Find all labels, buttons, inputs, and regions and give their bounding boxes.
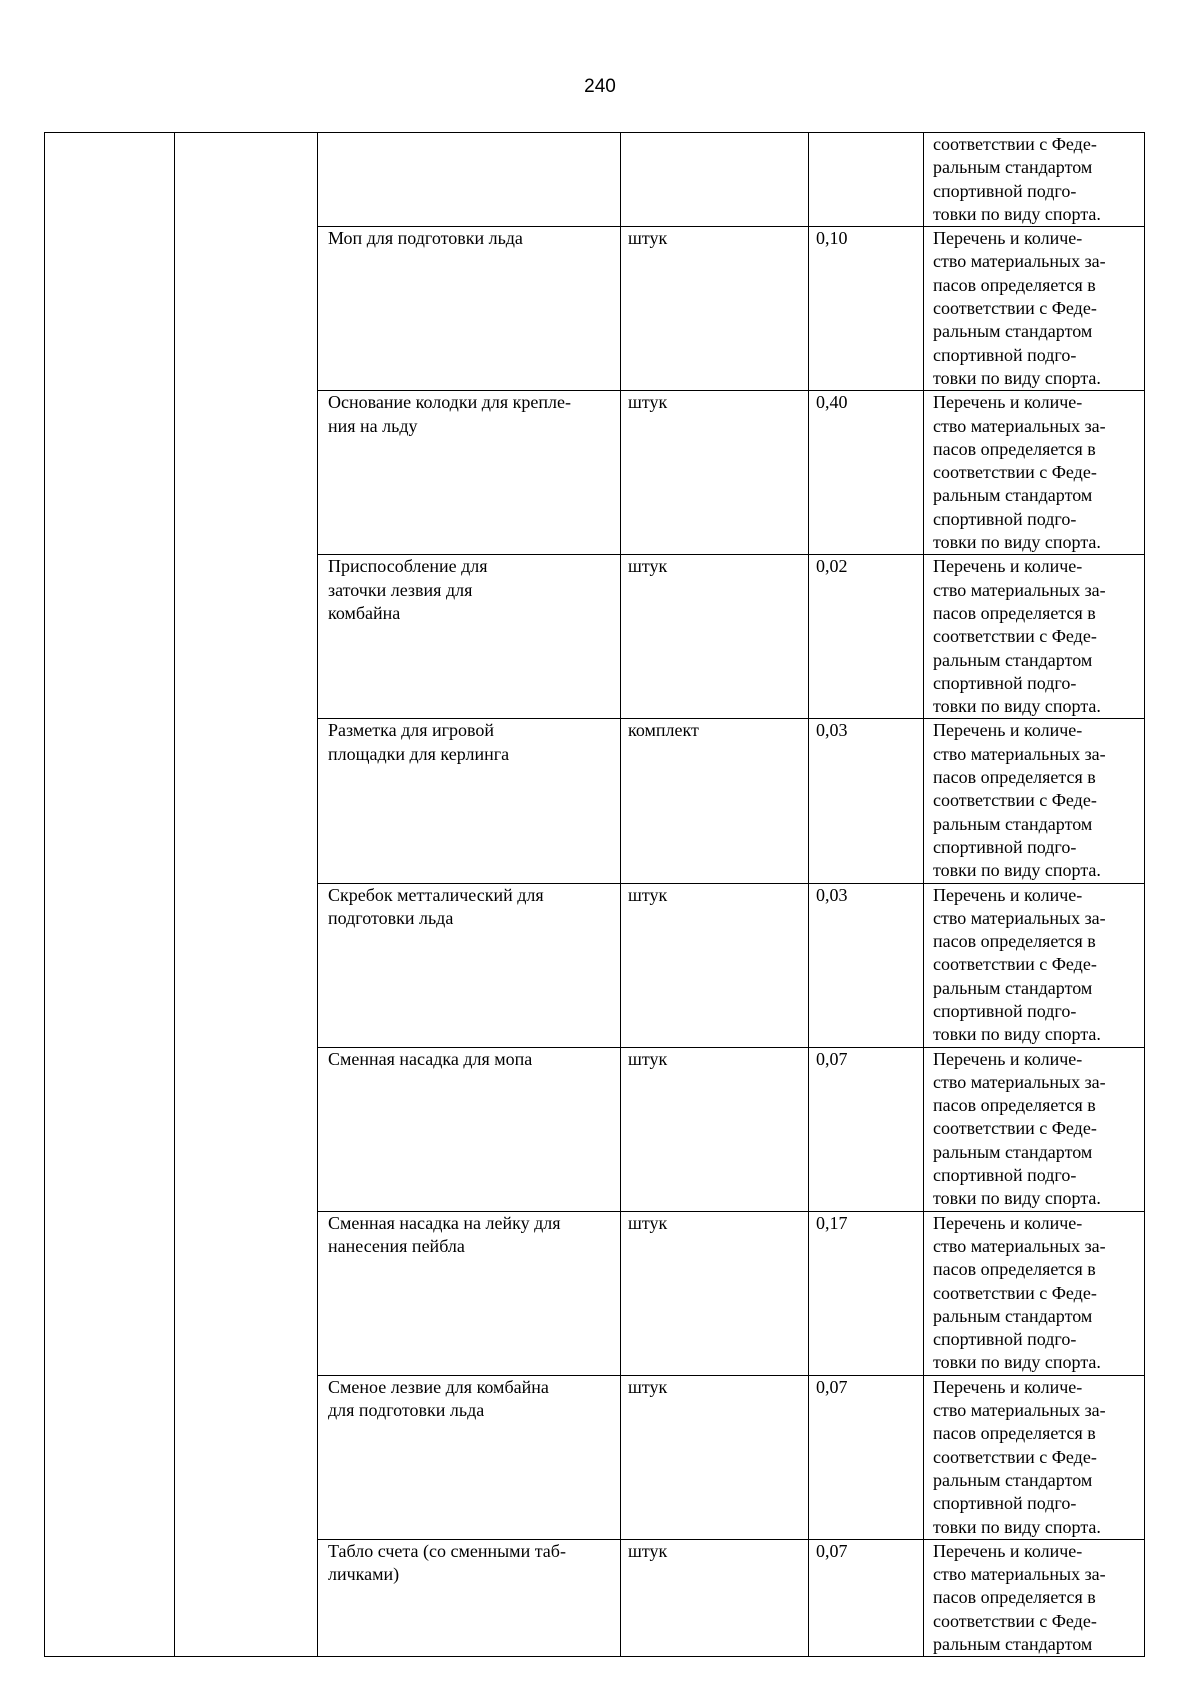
table-cell-quantity: 0,03 [809,719,924,883]
table-cell-quantity: 0,07 [809,1539,924,1656]
table-cell-note: соответствии с Феде- ральным стандартом спортивной подго- товки по виду спорта. [924,133,1145,227]
table-cell-empty-col2 [175,133,318,1657]
table-cell-unit: комплект [621,719,809,883]
table-cell-quantity: 0,40 [809,391,924,555]
table-cell-quantity: 0,07 [809,1047,924,1211]
table-cell-quantity: 0,10 [809,227,924,391]
table-cell-unit: штук [621,883,809,1047]
table-cell-unit: штук [621,1375,809,1539]
table-cell-unit [621,133,809,227]
table-cell-empty-col1 [45,133,175,1657]
table-row-continuation [45,133,1145,227]
table-cell-unit: штук [621,555,809,719]
table-cell-note: Перечень и количе- ство материальных за- пасов определяется в соответствии с Феде- ральным стандартом спортивной подго- товки по виду спорта. [924,227,1145,391]
table-cell-note: Перечень и количе- ство материальных за- пасов определяется в соответствии с Феде- ральным стандартом спортивной подго- товки по виду спорта. [924,1375,1145,1539]
table-cell-quantity: 0,17 [809,1211,924,1375]
table-cell-unit: штук [621,1047,809,1211]
table-cell-quantity [809,133,924,227]
table-cell-quantity: 0,07 [809,1375,924,1539]
table-cell-name: Основание колодки для крепле- ния на льду [318,391,621,555]
table-cell-name [318,133,621,227]
table-cell-note: Перечень и количе- ство материальных за- пасов определяется в соответствии с Феде- ральным стандартом [924,1539,1145,1656]
page-number: 240 [584,76,616,97]
table-cell-note: Перечень и количе- ство материальных за- пасов определяется в соответствии с Феде- ральным стандартом спортивной подго- товки по виду спорта. [924,555,1145,719]
table-cell-unit: штук [621,227,809,391]
table-cell-unit: штук [621,1211,809,1375]
table-cell-note: Перечень и количе- ство материальных за- пасов определяется в соответствии с Феде- ральным стандартом спортивной подго- товки по виду спорта. [924,391,1145,555]
table-cell-note: Перечень и количе- ство материальных за- пасов определяется в соответствии с Феде- ральным стандартом спортивной подго- товки по виду спорта. [924,1047,1145,1211]
table-cell-name: Разметка для игровой площадки для керлинга [318,719,621,883]
table-cell-quantity: 0,03 [809,883,924,1047]
table-cell-name: Сменная насадка на лейку для нанесения пейбла [318,1211,621,1375]
table-cell-note: Перечень и количе- ство материальных за- пасов определяется в соответствии с Феде- ральным стандартом спортивной подго- товки по виду спорта. [924,719,1145,883]
table-cell-name: Скребок метталический для подготовки льда [318,883,621,1047]
table-cell-unit: штук [621,391,809,555]
table-cell-name: Моп для подготовки льда [318,227,621,391]
table-cell-name: Сменная насадка для мопа [318,1047,621,1211]
table-cell-name: Приспособление для заточки лезвия для комбайна [318,555,621,719]
table-cell-note: Перечень и количе- ство материальных за- пасов определяется в соответствии с Феде- ральным стандартом спортивной подго- товки по виду спорта. [924,883,1145,1047]
table-cell-quantity: 0,02 [809,555,924,719]
equipment-table [44,132,1145,1657]
table-cell-note: Перечень и количе- ство материальных за- пасов определяется в соответствии с Феде- ральным стандартом спортивной подго- товки по виду спорта. [924,1211,1145,1375]
table-cell-name: Табло счета (со сменными таб- личками) [318,1539,621,1656]
table-cell-name: Сменое лезвие для комбайна для подготовки льда [318,1375,621,1539]
table-cell-unit: штук [621,1539,809,1656]
